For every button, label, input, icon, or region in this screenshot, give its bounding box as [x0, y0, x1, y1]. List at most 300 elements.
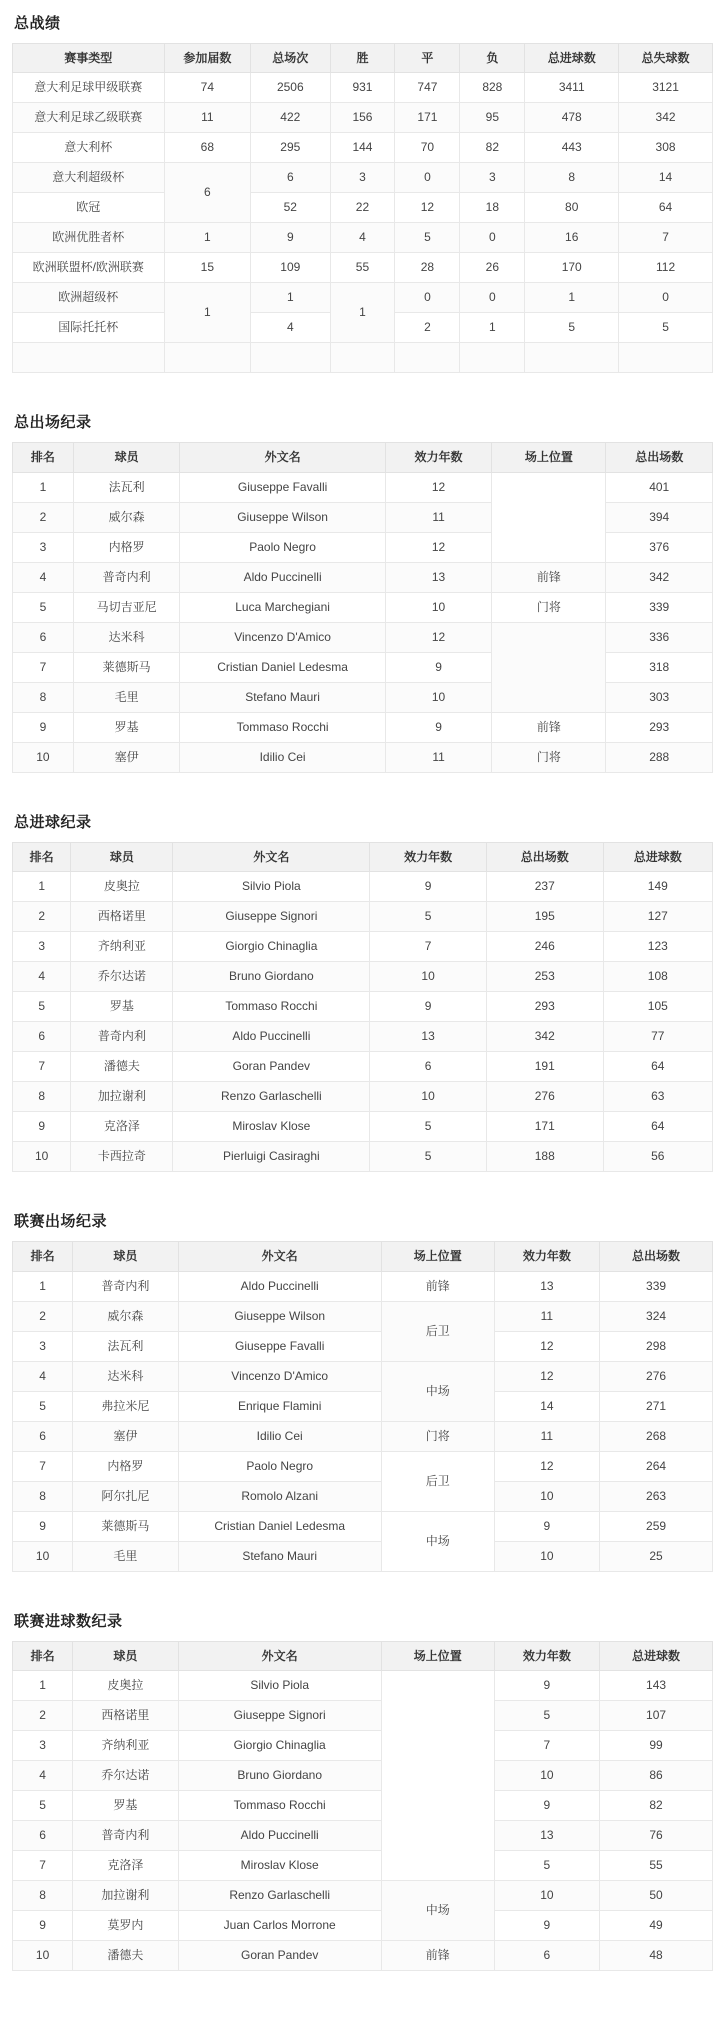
table-cell: 237	[486, 872, 603, 902]
table-cell: 3	[330, 163, 395, 193]
table-cell: Giuseppe Favalli	[180, 472, 385, 502]
table-cell: 276	[600, 1361, 713, 1391]
table-row	[13, 1790, 713, 1820]
table-row	[13, 872, 713, 902]
table-cell: 931	[330, 73, 395, 103]
table-cell: 10	[385, 592, 492, 622]
column-header: 总场次	[251, 44, 330, 73]
table-cell: 8	[13, 1082, 71, 1112]
table-row	[13, 163, 713, 193]
table-cell: 5	[619, 313, 713, 343]
table-cell: 80	[525, 193, 619, 223]
table-cell: 143	[600, 1670, 713, 1700]
table-cell: Paolo Negro	[178, 1451, 381, 1481]
table-cell: 5	[494, 1850, 599, 1880]
table-cell: 1	[13, 1271, 73, 1301]
table-cell: 前锋	[381, 1940, 494, 1970]
table-cell: 293	[486, 992, 603, 1022]
table-cell: Vincenzo D'Amico	[178, 1361, 381, 1391]
table-cell: 意大利杯	[13, 133, 165, 163]
table-row	[13, 1451, 713, 1481]
table-cell: Aldo Puccinelli	[180, 562, 385, 592]
column-header: 总出场数	[486, 842, 603, 871]
table-cell: 8	[13, 682, 74, 712]
column-header: 总出场数	[606, 443, 713, 472]
table-cell: Renzo Garlaschelli	[178, 1880, 381, 1910]
table-row	[13, 1301, 713, 1331]
column-header: 排名	[13, 842, 71, 871]
table-cell-empty	[395, 343, 460, 373]
table-cell: 齐纳利亚	[73, 1730, 178, 1760]
table-row	[13, 1820, 713, 1850]
table-cell: 10	[385, 682, 492, 712]
table-cell: Stefano Mauri	[178, 1541, 381, 1571]
table-cell: 门将	[492, 592, 606, 622]
column-header: 场上位置	[492, 443, 606, 472]
table-header-row	[13, 1242, 713, 1271]
table-cell: 12	[494, 1451, 599, 1481]
table-row	[13, 253, 713, 283]
table-cell: Giuseppe Wilson	[180, 502, 385, 532]
table-cell: 1	[525, 283, 619, 313]
table-cell: 门将	[381, 1421, 494, 1451]
table-cell: 中场	[381, 1361, 494, 1421]
table-cell: 253	[486, 962, 603, 992]
table-cell: Giuseppe Favalli	[178, 1331, 381, 1361]
table-row	[13, 992, 713, 1022]
table-cell: 443	[525, 133, 619, 163]
table-cell: 6	[13, 1022, 71, 1052]
column-header: 总进球数	[603, 842, 712, 871]
table-cell: 后卫	[381, 1301, 494, 1361]
table-cell: 马切吉亚尼	[73, 592, 180, 622]
table-cell: 264	[600, 1451, 713, 1481]
table-cell: Bruno Giordano	[173, 962, 370, 992]
table-cell: 324	[600, 1301, 713, 1331]
table-cell: 0	[619, 283, 713, 313]
table-cell: 弗拉米尼	[73, 1391, 178, 1421]
table-row	[13, 1391, 713, 1421]
table-cell: 西格诺里	[71, 902, 173, 932]
table-cell: 2506	[251, 73, 330, 103]
column-header: 胜	[330, 44, 395, 73]
section-title: 联赛进球数纪录	[14, 1612, 123, 1630]
table-cell: 49	[600, 1910, 713, 1940]
table-cell: 108	[603, 962, 712, 992]
stats-table	[12, 842, 713, 1172]
table-cell: 288	[606, 742, 713, 772]
table-row	[13, 1670, 713, 1700]
table-header-row	[13, 842, 713, 871]
table-cell: 10	[370, 962, 487, 992]
table-cell: Vincenzo D'Amico	[180, 622, 385, 652]
table-cell: 9	[370, 992, 487, 1022]
table-spacer-row	[13, 343, 713, 373]
table-cell: 3	[460, 163, 525, 193]
table-cell: 70	[395, 133, 460, 163]
table-cell: 8	[525, 163, 619, 193]
table-cell: 68	[164, 133, 251, 163]
table-cell: 6	[13, 622, 74, 652]
table-cell: 法瓦利	[73, 472, 180, 502]
table-cell: 7	[370, 932, 487, 962]
table-cell	[492, 622, 606, 712]
table-cell: Idilio Cei	[180, 742, 385, 772]
table-cell: 64	[603, 1112, 712, 1142]
table-row	[13, 1541, 713, 1571]
table-cell: 12	[395, 193, 460, 223]
table-cell: 罗基	[71, 992, 173, 1022]
table-cell: 13	[385, 562, 492, 592]
column-header: 外文名	[180, 443, 385, 472]
table-cell: 14	[494, 1391, 599, 1421]
table-cell: 5	[13, 592, 74, 622]
table-cell: 5	[494, 1700, 599, 1730]
table-cell: 克洛泽	[73, 1850, 178, 1880]
table-row	[13, 562, 713, 592]
column-header: 效力年数	[370, 842, 487, 871]
table-row	[13, 283, 713, 313]
table-cell: 威尔森	[73, 502, 180, 532]
table-cell: 毛里	[73, 1541, 178, 1571]
table-row	[13, 902, 713, 932]
table-cell: 2	[13, 1700, 73, 1730]
table-row	[13, 1271, 713, 1301]
table-cell: 9	[251, 223, 330, 253]
table-cell-empty	[13, 343, 165, 373]
table-cell: 加拉谢利	[73, 1880, 178, 1910]
table-cell: 195	[486, 902, 603, 932]
table-cell: 13	[370, 1022, 487, 1052]
table-cell: 1	[164, 283, 251, 343]
table-cell: 前锋	[381, 1271, 494, 1301]
table-cell: 144	[330, 133, 395, 163]
table-cell: 4	[13, 1760, 73, 1790]
table-cell: 克洛泽	[71, 1112, 173, 1142]
table-cell: Tommaso Rocchi	[173, 992, 370, 1022]
table-cell: 1	[460, 313, 525, 343]
table-cell: Bruno Giordano	[178, 1760, 381, 1790]
table-cell: 10	[494, 1760, 599, 1790]
column-header: 球员	[73, 443, 180, 472]
table-cell: Luca Marchegiani	[180, 592, 385, 622]
table-cell: 82	[600, 1790, 713, 1820]
table-cell: 77	[603, 1022, 712, 1052]
stats-table	[12, 1241, 713, 1571]
table-cell: Aldo Puccinelli	[173, 1022, 370, 1052]
table-cell: Silvio Piola	[178, 1670, 381, 1700]
table-cell: 意大利超级杯	[13, 163, 165, 193]
table-cell: 246	[486, 932, 603, 962]
table-cell: 149	[603, 872, 712, 902]
table-cell: 303	[606, 682, 713, 712]
table-row	[13, 1700, 713, 1730]
column-header: 效力年数	[494, 1242, 599, 1271]
table-row	[13, 1361, 713, 1391]
table-cell: 1	[251, 283, 330, 313]
table-cell: 170	[525, 253, 619, 283]
table-cell: 112	[619, 253, 713, 283]
section-title: 总进球纪录	[14, 813, 92, 831]
table-cell: 339	[606, 592, 713, 622]
table-cell: 意大利足球乙级联赛	[13, 103, 165, 133]
table-row	[13, 223, 713, 253]
section-4	[12, 1598, 713, 1971]
table-cell: 欧洲超级杯	[13, 283, 165, 313]
table-cell: 55	[330, 253, 395, 283]
table-cell: 12	[385, 622, 492, 652]
stats-table	[12, 442, 713, 772]
table-cell: 16	[525, 223, 619, 253]
table-cell: 塞伊	[73, 1421, 178, 1451]
table-cell: 2	[13, 502, 74, 532]
table-cell: 11	[164, 103, 251, 133]
table-row	[13, 193, 713, 223]
table-cell: 2	[395, 313, 460, 343]
table-cell: Enrique Flamini	[178, 1391, 381, 1421]
table-cell: 威尔森	[73, 1301, 178, 1331]
table-cell: Romolo Alzani	[178, 1481, 381, 1511]
table-cell-empty	[460, 343, 525, 373]
table-cell: 欧洲联盟杯/欧洲联赛	[13, 253, 165, 283]
table-cell: 10	[494, 1481, 599, 1511]
table-cell: 171	[486, 1112, 603, 1142]
table-cell: Giuseppe Signori	[173, 902, 370, 932]
table-cell: 99	[600, 1730, 713, 1760]
table-cell: 皮奥拉	[73, 1670, 178, 1700]
table-row	[13, 622, 713, 652]
column-header: 总失球数	[619, 44, 713, 73]
table-row	[13, 1082, 713, 1112]
table-cell: 26	[460, 253, 525, 283]
table-cell: 10	[13, 1940, 73, 1970]
table-cell: 14	[619, 163, 713, 193]
table-cell: 5	[370, 902, 487, 932]
table-cell: 罗基	[73, 712, 180, 742]
table-cell: 前锋	[492, 712, 606, 742]
table-cell: 376	[606, 532, 713, 562]
table-cell: 欧冠	[13, 193, 165, 223]
table-cell: 12	[385, 532, 492, 562]
table-row	[13, 1052, 713, 1082]
table-cell: 9	[494, 1910, 599, 1940]
table-cell: 12	[494, 1361, 599, 1391]
table-cell: 342	[486, 1022, 603, 1052]
table-cell: 123	[603, 932, 712, 962]
table-cell: Tommaso Rocchi	[178, 1790, 381, 1820]
column-header: 总进球数	[525, 44, 619, 73]
table-row	[13, 1850, 713, 1880]
table-cell: Miroslav Klose	[173, 1112, 370, 1142]
table-cell: Tommaso Rocchi	[180, 712, 385, 742]
table-cell: 5	[525, 313, 619, 343]
table-cell: Idilio Cei	[178, 1421, 381, 1451]
table-cell: 4	[13, 562, 74, 592]
table-cell: 342	[606, 562, 713, 592]
table-cell: 12	[385, 472, 492, 502]
table-cell: 莱德斯马	[73, 1511, 178, 1541]
table-cell: 普奇内利	[71, 1022, 173, 1052]
table-cell: 342	[619, 103, 713, 133]
table-cell: 法瓦利	[73, 1331, 178, 1361]
table-row	[13, 1880, 713, 1910]
table-cell: 10	[370, 1082, 487, 1112]
table-row	[13, 1910, 713, 1940]
table-cell: 6	[164, 163, 251, 223]
table-cell: 7	[619, 223, 713, 253]
table-cell: 50	[600, 1880, 713, 1910]
table-cell: 4	[13, 962, 71, 992]
table-cell: 达米科	[73, 1361, 178, 1391]
table-cell: Paolo Negro	[180, 532, 385, 562]
table-cell: 107	[600, 1700, 713, 1730]
table-cell: 0	[395, 163, 460, 193]
column-header: 排名	[13, 1242, 73, 1271]
column-header: 赛事类型	[13, 44, 165, 73]
table-row	[13, 1730, 713, 1760]
table-cell: 1	[330, 283, 395, 343]
column-header: 平	[395, 44, 460, 73]
table-cell: 13	[494, 1820, 599, 1850]
table-cell: 3411	[525, 73, 619, 103]
table-cell: 18	[460, 193, 525, 223]
table-cell: 西格诺里	[73, 1700, 178, 1730]
table-cell: Goran Pandev	[173, 1052, 370, 1082]
table-cell: 9	[370, 872, 487, 902]
table-cell: 188	[486, 1142, 603, 1172]
table-cell: 1	[164, 223, 251, 253]
table-cell: 1	[13, 472, 74, 502]
table-cell: 3	[13, 532, 74, 562]
table-cell: 401	[606, 472, 713, 502]
table-cell: 13	[494, 1271, 599, 1301]
column-header: 外文名	[178, 1641, 381, 1670]
table-cell: Pierluigi Casiraghi	[173, 1142, 370, 1172]
table-cell: 127	[603, 902, 712, 932]
table-cell: 74	[164, 73, 251, 103]
table-cell: 国际托托杯	[13, 313, 165, 343]
table-cell: 10	[13, 1541, 73, 1571]
table-cell: 5	[370, 1142, 487, 1172]
table-cell: 1	[13, 872, 71, 902]
table-cell: 22	[330, 193, 395, 223]
table-cell: 1	[13, 1670, 73, 1700]
table-cell: Goran Pandev	[178, 1940, 381, 1970]
table-header-row	[13, 443, 713, 472]
table-cell: 747	[395, 73, 460, 103]
table-cell: 6	[13, 1820, 73, 1850]
column-header: 球员	[73, 1242, 178, 1271]
table-cell: 3121	[619, 73, 713, 103]
table-cell: 9	[494, 1670, 599, 1700]
column-header: 排名	[13, 1641, 73, 1670]
table-cell: 普奇内利	[73, 562, 180, 592]
table-cell: 齐纳利亚	[71, 932, 173, 962]
table-cell-empty	[251, 343, 330, 373]
section-title: 总战绩	[14, 15, 61, 32]
table-cell: Silvio Piola	[173, 872, 370, 902]
stats-table	[12, 1641, 713, 1971]
table-cell: Giorgio Chinaglia	[173, 932, 370, 962]
table-cell: 潘德夫	[71, 1052, 173, 1082]
table-cell: 259	[600, 1511, 713, 1541]
table-cell: 6	[13, 1421, 73, 1451]
table-row	[13, 1421, 713, 1451]
table-cell: 莱德斯马	[73, 652, 180, 682]
table-cell: 普奇内利	[73, 1271, 178, 1301]
table-cell: 52	[251, 193, 330, 223]
table-cell: 4	[13, 1361, 73, 1391]
table-cell: 394	[606, 502, 713, 532]
table-cell: 11	[385, 742, 492, 772]
table-cell-empty	[619, 343, 713, 373]
table-cell: 7	[13, 1451, 73, 1481]
table-row	[13, 73, 713, 103]
table-cell: 82	[460, 133, 525, 163]
table-row	[13, 1331, 713, 1361]
table-cell: 5	[13, 992, 71, 1022]
table-row	[13, 1022, 713, 1052]
sections-container	[12, 0, 713, 1971]
table-row	[13, 472, 713, 502]
table-cell: 28	[395, 253, 460, 283]
table-cell: 64	[603, 1052, 712, 1082]
table-cell: 276	[486, 1082, 603, 1112]
table-cell: 478	[525, 103, 619, 133]
table-cell: Stefano Mauri	[180, 682, 385, 712]
table-cell: 308	[619, 133, 713, 163]
table-row	[13, 932, 713, 962]
table-cell: 罗基	[73, 1790, 178, 1820]
table-cell: 268	[600, 1421, 713, 1451]
table-cell: 9	[13, 712, 74, 742]
table-cell: 8	[13, 1880, 73, 1910]
section-title: 联赛出场纪录	[14, 1213, 108, 1231]
table-cell: Cristian Daniel Ledesma	[178, 1511, 381, 1541]
table-cell-empty	[164, 343, 251, 373]
table-cell: 塞伊	[73, 742, 180, 772]
table-cell: 前锋	[492, 562, 606, 592]
table-cell: 5	[13, 1790, 73, 1820]
column-header: 场上位置	[381, 1641, 494, 1670]
table-cell: 皮奥拉	[71, 872, 173, 902]
table-cell: 12	[494, 1331, 599, 1361]
table-cell: 0	[460, 283, 525, 313]
table-cell: 298	[600, 1331, 713, 1361]
table-cell: 0	[460, 223, 525, 253]
table-cell: 达米科	[73, 622, 180, 652]
table-cell: 门将	[492, 742, 606, 772]
table-cell: 9	[385, 652, 492, 682]
table-row	[13, 1481, 713, 1511]
table-cell: 828	[460, 73, 525, 103]
table-cell: 内格罗	[73, 1451, 178, 1481]
table-cell: 9	[494, 1511, 599, 1541]
table-cell: 6	[494, 1940, 599, 1970]
table-cell: 3	[13, 1331, 73, 1361]
table-cell: 阿尔扎尼	[73, 1481, 178, 1511]
table-row	[13, 1142, 713, 1172]
table-cell: 422	[251, 103, 330, 133]
column-header: 效力年数	[494, 1641, 599, 1670]
table-cell: 潘德夫	[73, 1940, 178, 1970]
table-cell: 11	[494, 1421, 599, 1451]
table-cell: Aldo Puccinelli	[178, 1820, 381, 1850]
table-row	[13, 1511, 713, 1541]
table-cell: 3	[13, 932, 71, 962]
column-header: 外文名	[173, 842, 370, 871]
table-row	[13, 1940, 713, 1970]
